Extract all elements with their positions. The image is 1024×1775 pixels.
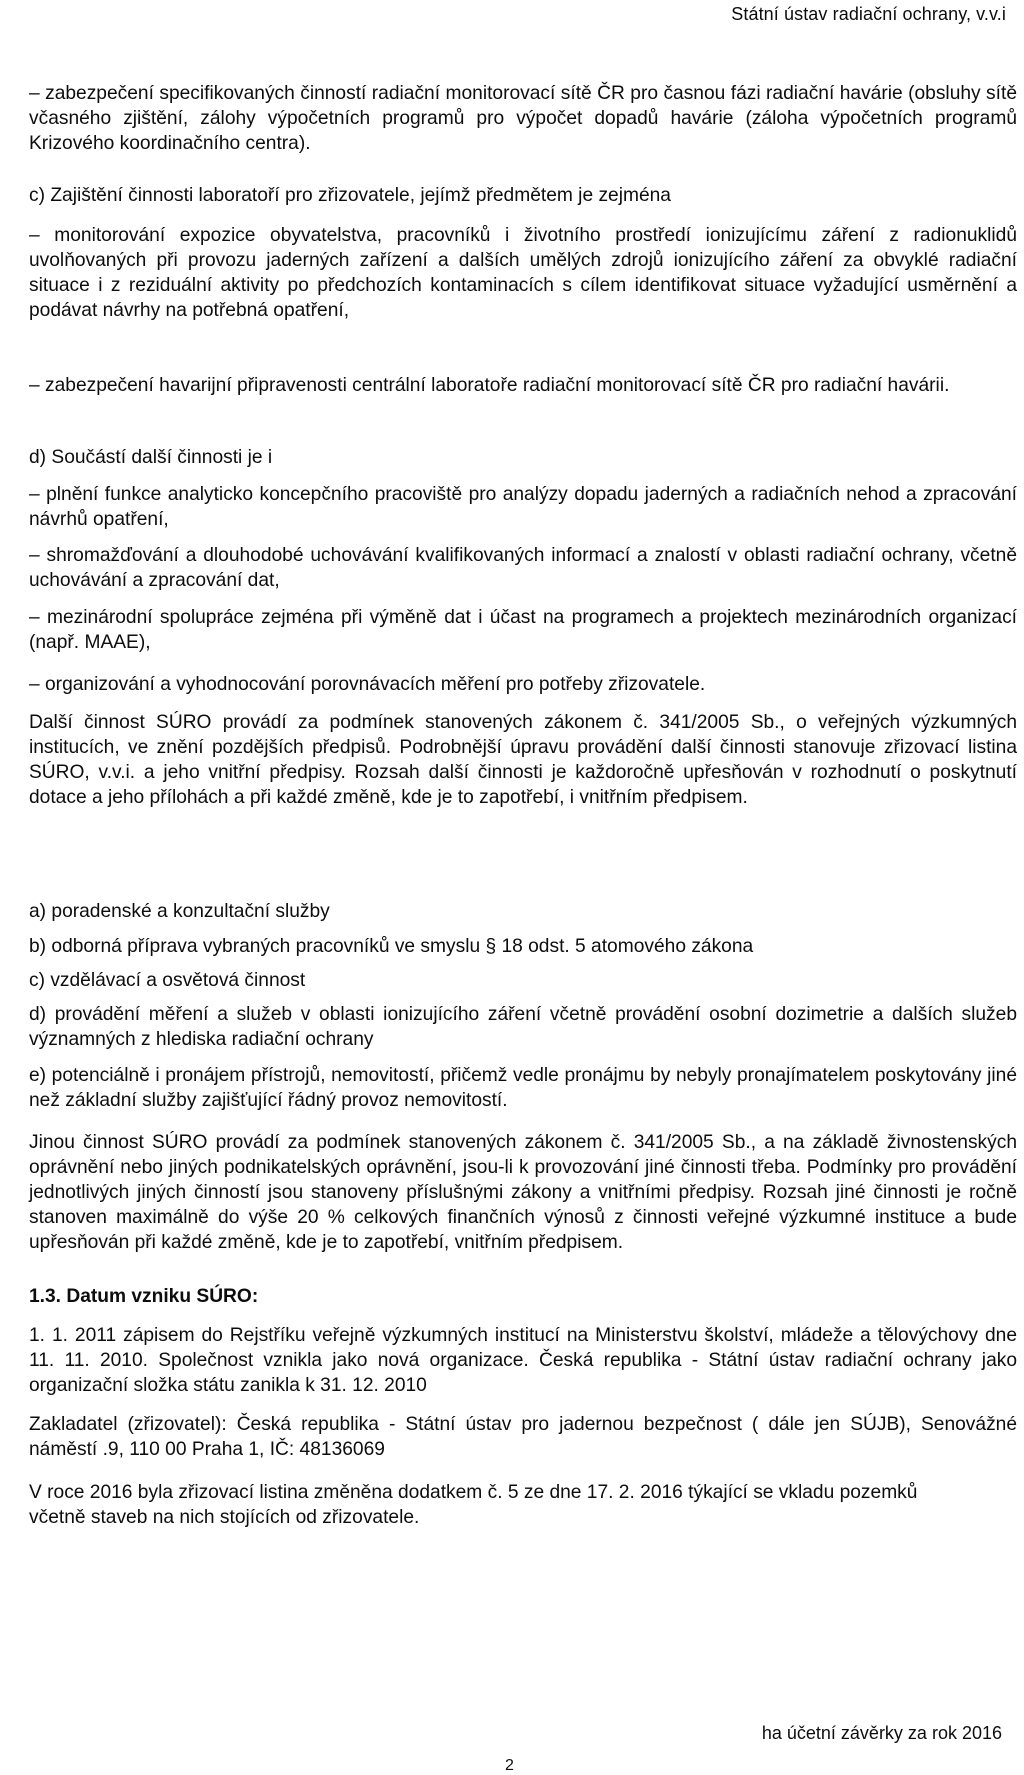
footer-note: ha účetní závěrky za rok 2016 <box>761 1723 1002 1743</box>
item-e-rental: e) potenciálně i pronájem přístrojů, nemovitostí, přičemž vedle pronájmu by nebyly pronajímatelem poskytovány jiné než základní služby zajišťující řádný provoz nemovitostí. <box>29 1065 1017 1111</box>
bullet-comparative-measurements: – organizování a vyhodnocování porovnávacích měření pro potřeby zřizovatele. <box>29 674 706 695</box>
bullet-analytical-workplace: – plnění funkce analyticko koncepčního pracoviště pro analýzy dopadu jaderných a radiačních nehod a zpracování návrhů opatření, <box>29 484 1017 530</box>
other-activity-text: Další činnost SÚRO provádí za podmínek stanovených zákonem č. 341/2005 Sb., o veřejných výzkumných institucích, ve znění pozdějších předpisů. Podrobnější úpravu provádění další činnosti stanovuje zřizovací listina SÚRO, v.v.i. a jeho vnitřní předpisy. Rozsah další činnosti je každoročně upřesňován v rozhodnutí o poskytnutí dotace a jeho přílohách a při každé změně, kde je to zapotřebí, i vnitřním předpisem. <box>29 712 1017 808</box>
bullet-information-storage: – shromažďování a dlouhodobé uchovávání kvalifikovaných informací a znalostí v oblasti radiační ochrany, včetně uchovávání a zpracování dat, <box>29 545 1017 591</box>
page-header: Státní ústav radiační ochrany, v.v.i <box>731 4 1006 24</box>
item-c-education: c) vzdělávací a osvětová činnost <box>29 970 306 991</box>
section-c-bullets <box>29 223 1017 323</box>
paragraph-charter-amendment <box>29 1480 1017 1530</box>
list-b <box>29 934 1017 959</box>
section-d-bullet-4 <box>29 672 1017 697</box>
list-a <box>29 899 1017 924</box>
item-b-training: b) odborná příprava vybraných pracovníků ve smyslu § 18 odst. 5 atomového zákona <box>29 936 754 957</box>
paragraph-founder <box>29 1412 1017 1462</box>
section-c <box>29 183 1017 208</box>
paragraph-monitoring-network-backup <box>29 81 1017 156</box>
list-d <box>29 1002 1017 1052</box>
item-d-measurements: d) provádění měření a služeb v oblasti ionizujícího záření včetně provádění osobní dozimetrie a dalších služeb významných z hlediska radiační ochrany <box>29 1004 1017 1050</box>
list-e <box>29 1063 1017 1113</box>
section-c-bullet-2 <box>29 373 1017 398</box>
bullet-exposure-monitoring: – monitorování expozice obyvatelstva, pracovníků i životního prostředí ionizujícímu záření z radionuklidů uvolňovaných při provozu jaderných zařízení a dalších umělých zdrojů ionizujícího záření za obvyklé radiační situace i z reziduální aktivity po předchozích kontaminacích s cílem identifikovat situace vyžadující usměrnění a podávat návrhy na potřebná opatření, <box>29 225 1017 321</box>
section-d-bullet-1 <box>29 482 1017 532</box>
section-heading-date <box>29 1284 1017 1309</box>
bullet-international-cooperation: – mezinárodní spolupráce zejména při výměně dat i účast na programech a projektech mezinárodních organizací (např. MAAE), <box>29 607 1017 653</box>
section-d-bullet-3 <box>29 605 1017 655</box>
page-number: 2 <box>505 1757 514 1774</box>
list-c <box>29 968 1017 993</box>
section-d-bullet-2 <box>29 543 1017 593</box>
item-a-consulting: a) poradenské a konzultační služby <box>29 901 330 922</box>
other-business-text: Jinou činnost SÚRO provádí za podmínek stanovených zákonem č. 341/2005 Sb., a na základě živnostenských oprávnění nebo jiných podnikatelských oprávnění, jsou-li k provozování jiné činnosti třeba. Podmínky pro provádění jednotlivých jiných činností jsou stanoveny příslušnými zákony a vnitřními předpisy. Rozsah jiné činnosti je ročně stanoven maximálně do výše 20 % celkových finančních výnosů z činnosti veřejné výzkumné instituce a bude upřesňován při každé změně, kde je to zapotřebí, vnitřním předpisem. <box>29 1132 1017 1253</box>
bullet-emergency-preparedness: – zabezpečení havarijní připravenosti centrální laboratoře radiační monitorovací sítě ČR pro radiační havárii. <box>29 375 950 396</box>
heading-date-of-establishment: 1.3. Datum vzniku SÚRO: <box>29 1286 259 1307</box>
paragraph-other-business <box>29 1130 1017 1255</box>
establishment-text: 1. 1. 2011 zápisem do Rejstříku veřejně výzkumných institucí na Ministerstvu školství, mládeže a tělovýchovy dne 11. 11. 2010. Společnost vznikla jako nová organizace. Česká republika - Státní ústav radiační ochrany jako organizační složka státu zanikla k 31. 12. 2010 <box>29 1325 1017 1396</box>
paragraph-other-activity <box>29 710 1017 810</box>
item-c-heading: c) Zajištění činnosti laboratoří pro zřizovatele, jejímž předmětem je zejména <box>29 185 671 206</box>
charter-amendment-text: V roce 2016 byla zřizovací listina změněna dodatkem č. 5 ze dne 17. 2. 2016 týkající se vkladu pozemků včetně staveb na nich stojících od zřizovatele. <box>29 1482 918 1528</box>
founder-text: Zakladatel (zřizovatel): Česká republika - Státní ústav pro jadernou bezpečnost ( dále jen SÚJB), Senovážné náměstí .9, 110 00 Praha 1, IČ: 48136069 <box>29 1414 1017 1460</box>
item-d-heading: d) Součástí další činnosti je i <box>29 447 273 468</box>
bullet-monitoring-network: – zabezpečení specifikovaných činností radiační monitorovací sítě ČR pro časnou fázi radiační havárie (obsluhy sítě včasného zjištění, zálohy výpočetních programů pro výpočet dopadů havárie (záloha výpočetních programů Krizového koordinačního centra). <box>29 83 1017 154</box>
section-d <box>29 445 1017 470</box>
paragraph-establishment <box>29 1323 1017 1398</box>
